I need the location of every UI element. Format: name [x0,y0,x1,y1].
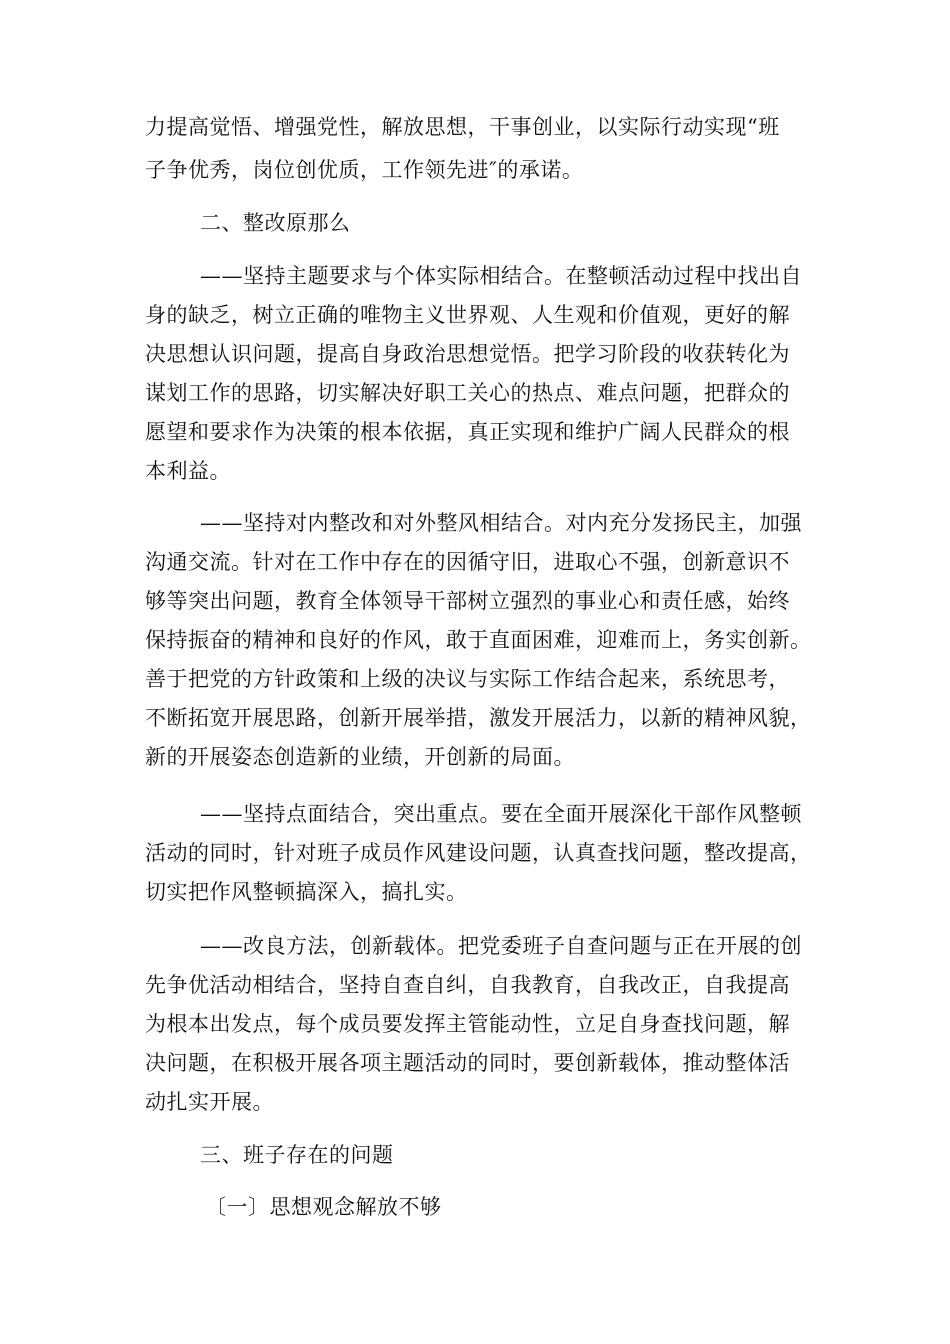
text-line: ——改良方法，创新载体。把党委班子自查问题与正在开展的创 [200,934,802,958]
text-line: 本利益。 [145,459,231,483]
section-heading: 二、整改原那么 [200,211,351,235]
text-line: 子争优秀，岗位创优质，工作领先进″的承诺。 [145,158,584,182]
text-line: 保持振奋的精神和良好的作风，敢于直面困难，迎难而上，务实创新。 [145,628,812,652]
text-line: ——坚持点面结合，突出重点。要在全面开展深化干部作风整顿 [200,802,802,826]
text-line: 愿望和要求作为决策的根本依据，真正实现和维护广阔人民群众的根 [145,420,790,444]
text-line: ——坚持主题要求与个体实际相结合。在整顿活动过程中找出自 [200,264,802,288]
text-line: ——坚持对内整改和对外整风相结合。对内充分发扬民主，加强 [200,511,802,535]
text-line: 切实把作风整顿搞深入，搞扎实。 [145,880,468,904]
text-line: 决问题，在积极开展各项主题活动的同时，要创新载体，推动整体活 [145,1051,790,1075]
text-line: 沟通交流。针对在工作中存在的因循守旧，进取心不强，创新意识不 [145,550,790,574]
text-line: 身的缺乏，树立正确的唯物主义世界观、人生观和价值观，更好的解 [145,303,790,327]
text-line: 活动的同时，针对班子成员作风建设问题，认真查找问题，整改提高， [145,841,812,865]
section-heading: 三、班子存在的问题 [200,1143,394,1167]
text-line: 力提高觉悟、增强党性，解放思想，干事创业，以实际行动实现“班 [145,115,780,139]
text-line: 谋划工作的思路，切实解决好职工关心的热点、难点问题，把群众的 [145,381,790,405]
text-line: 不断拓宽开展思路，创新开展举措，激发开展活力，以新的精神风貌， [145,706,812,730]
text-line: 为根本出发点，每个成员要发挥主管能动性，立足自身查找问题，解 [145,1012,790,1036]
text-line: 先争优活动相结合，坚持自查自纠，自我教育，自我改正，自我提高 [145,973,790,997]
text-line: 够等突出问题，教育全体领导干部树立强烈的事业心和责任感，始终 [145,589,790,613]
text-line: 新的开展姿态创造新的业绩，开创新的局面。 [145,745,575,769]
text-line: 善于把党的方针政策和上级的决议与实际工作结合起来，系统思考， [145,667,790,691]
subsection-heading: 〔一〕思想观念解放不够 [205,1195,442,1219]
text-line: 动扎实开展。 [145,1090,274,1114]
text-line: 决思想认识问题，提高自身政治思想觉悟。把学习阶段的收获转化为 [145,342,790,366]
